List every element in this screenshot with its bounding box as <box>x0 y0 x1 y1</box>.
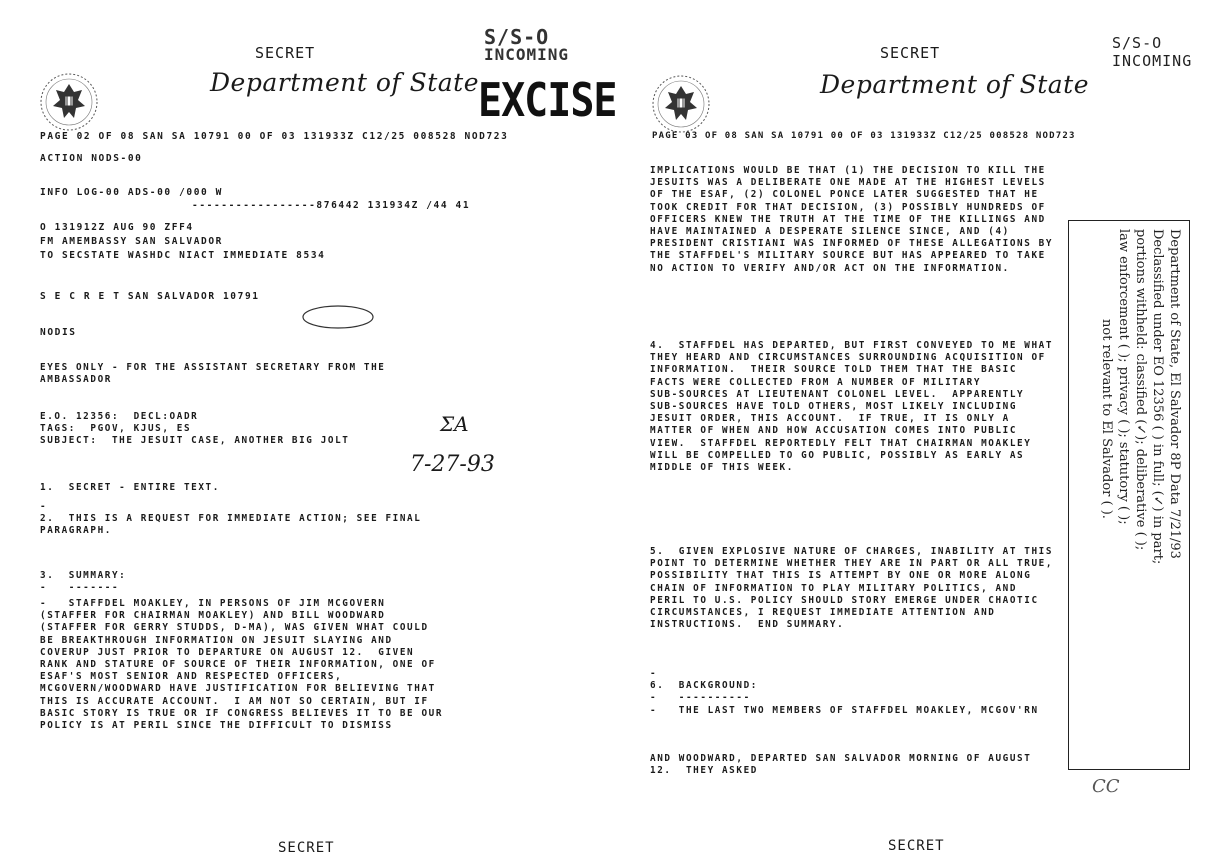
classification-top-left: SECRET <box>255 44 316 62</box>
eyes-only-line: EYES ONLY - FOR THE ASSISTANT SECRETARY FROM THE AMBASSADOR <box>40 362 386 386</box>
ss-o-text: S/S-O <box>484 25 550 49</box>
declass-line-2: portions withheld: classified (✓); deliberative ( ); <box>1133 229 1148 551</box>
classification-bottom-left: SECRET <box>278 840 335 856</box>
declass-line-1: Declassified under EO 12356 ( ) in full; (✓) in part; <box>1150 229 1165 565</box>
dtg-line: O 131912Z AUG 90 ZFF4 <box>40 222 194 233</box>
declass-line-4: not relevant to El Salvador ( ). <box>1099 319 1114 519</box>
paragraph-6-continued: AND WOODWARD, DEPARTED SAN SALVADOR MORNING OF AUGUST 12. THEY ASKED <box>650 753 1032 777</box>
action-line: ACTION NODS-00 <box>40 153 143 164</box>
paragraph-implications: IMPLICATIONS WOULD BE THAT (1) THE DECISION TO KILL THE JESUITS WAS A DELIBERATE ONE MADE AT THE HIGHEST LEVELS OF THE ESAF, (2) COLONEL PONCE LATER SUGGESTED THAT HE TOOK CREDIT FOR THAT DECISION, (3) POSSIBLY HUNDREDS OF OFFICERS KNEW THE TRUTH AT THE TIME OF THE KILLINGS AND HAVE MAINTAINED A DESPERATE SILENCE SINCE, AND (4) PRESIDENT CRISTIANI WAS INFORMED OF THESE ALLEGATIONS BY THE STAFFDEL'S MILITARY SOURCE BUT HAS APPEARED TO TAKE NO ACTION TO VERIFY AND/OR ACT ON THE INFORMATION. <box>650 165 1054 274</box>
ss-o-right-text: S/S-O <box>1112 34 1163 52</box>
department-title-left: Department of State <box>210 68 480 97</box>
from-line: FM AMEMBASSY SAN SALVADOR <box>40 236 223 247</box>
info-line: INFO LOG-00 ADS-00 /000 W <box>40 187 223 198</box>
paragraph-3-body: - STAFFDEL MOAKLEY, IN PERSONS OF JIM MCGOVERN (STAFFER FOR CHAIRMAN MOAKLEY) AND BILL WOODWARD (STAFFER FOR GERRY STUDDS, D-MA), WAS GIVEN WHAT COULD BE BREAKTHROUGH INFORMATION ON JESUIT SLAYING AND COVERUP JUST PRIOR TO DEPARTURE ON AUGUST 12. GIVEN RANK AND STATURE OF SOURCE OF THEIR INFORMATION, ONE OF ESAF'S MOST SENIOR AND RESPECTED OFFICERS, MCGOVERN/WOODWARD HAVE JUSTIFICATION FOR BELIEVING THAT THIS IS ACCURATE ACCOUNT. I AM NOT SO CERTAIN, BUT IF BASIC STORY IS TRUE OR IF CONGRESS BELIEVES IT TO BE OUR POLICY IS AT PERIL SINCE THE DIFFICULT TO DISMISS <box>40 598 444 732</box>
paragraph-2: - 2. THIS IS A REQUEST FOR IMMEDIATE ACTION; SEE FINAL PARAGRAPH. <box>40 501 422 537</box>
ss-o-stamp <box>484 25 570 64</box>
paragraph-3-heading: 3. SUMMARY: - ------- <box>40 570 127 594</box>
department-title-right: Department of State <box>820 70 1090 99</box>
incoming-right-text: INCOMING <box>1112 52 1193 70</box>
handwritten-date: 7-27-93 <box>410 452 495 477</box>
classification-bottom-right: SECRET <box>888 838 945 854</box>
incoming-text: INCOMING <box>484 45 570 64</box>
declass-title: Department of State, El Salvador 8P Data 7/21/93 <box>1167 229 1182 559</box>
to-line: TO SECSTATE WASHDC NIACT IMMEDIATE 8534 <box>40 250 326 261</box>
paragraph-4: 4. STAFFDEL HAS DEPARTED, BUT FIRST CONVEYED TO ME WHAT THEY HEARD AND CIRCUMSTANCES SURROUNDING ACQUISITION OF INFORMATION. THEIR SOURCE TOLD THEM THAT THE BASIC FACTS WERE COLLECTED FROM A NUMBER OF MILITARY SUB-SOURCES AT LIEUTENANT COLONEL LEVEL. APPARENTLY SUB-SOURCES HAVE TOLD OTHERS, MOST LIKELY INCLUDING JESUIT ORDER, THIS ACCOUNT. IF TRUE, IT IS ONLY A MATTER OF WHEN AND HOW ACCUSATION COMES INTO PUBLIC VIEW. STAFFDEL REPORTEDLY FELT THAT CHAIRMAN MOAKLEY WILL BE COMPELLED TO GO PUBLIC, POSSIBLY AS EARLY AS MIDDLE OF THIS WEEK. <box>650 340 1054 474</box>
handwritten-cc: CC <box>1092 776 1120 797</box>
paragraph-5: 5. GIVEN EXPLOSIVE NATURE OF CHARGES, INABILITY AT THIS POINT TO DETERMINE WHETHER THEY ARE IN PART OR ALL TRUE, POSSIBILITY THAT THIS IS ATTEMPT BY ONE OR MORE ALONG CHAIN OF INFORMATION TO PLAY MILITARY POLITICS, AND PERIL TO U.S. POLICY SHOULD STORY EMERGE UNDER CHAOTIC CIRCUMSTANCES, I REQUEST IMMEDIATE ATTENTION AND INSTRUCTIONS. END SUMMARY. <box>650 546 1054 631</box>
ss-o-stamp-right <box>1112 34 1192 70</box>
hand-drawn-oval-icon <box>300 302 376 332</box>
header-line-left: PAGE 02 OF 08 SAN SA 10791 00 OF 03 131933Z C12/25 008528 NOD723 <box>40 131 509 142</box>
routing-dash-line: -----------------876442 131934Z /44 41 <box>192 200 471 211</box>
declassification-stamp <box>1068 220 1190 770</box>
header-line-right: PAGE 03 OF 08 SAN SA 10791 00 OF 03 131933Z C12/25 008528 NOD723 <box>652 131 1076 141</box>
handwritten-initials: ΣA <box>440 412 469 436</box>
state-department-seal-icon <box>650 68 712 140</box>
eo-tags-subject-block: E.O. 12356: DECL:OADR TAGS: PGOV, KJUS, ES SUBJECT: THE JESUIT CASE, ANOTHER BIG JOLT <box>40 411 350 447</box>
classification-top-right: SECRET <box>880 44 941 62</box>
paragraph-6: - 6. BACKGROUND: - ---------- - THE LAST TWO MEMBERS OF STAFFDEL MOAKLEY, MCGOV'RN <box>650 668 1039 716</box>
secret-caption-line: S E C R E T SAN SALVADOR 10791 <box>40 291 260 302</box>
declass-line-3: law enforcement ( ); privacy ( ); statutory ( ); <box>1116 229 1131 525</box>
nodis-line: NODIS <box>40 327 77 338</box>
excise-stamp: EXCISE <box>478 74 617 128</box>
paragraph-1: 1. SECRET - ENTIRE TEXT. <box>40 482 220 493</box>
state-department-seal-icon <box>38 66 100 138</box>
